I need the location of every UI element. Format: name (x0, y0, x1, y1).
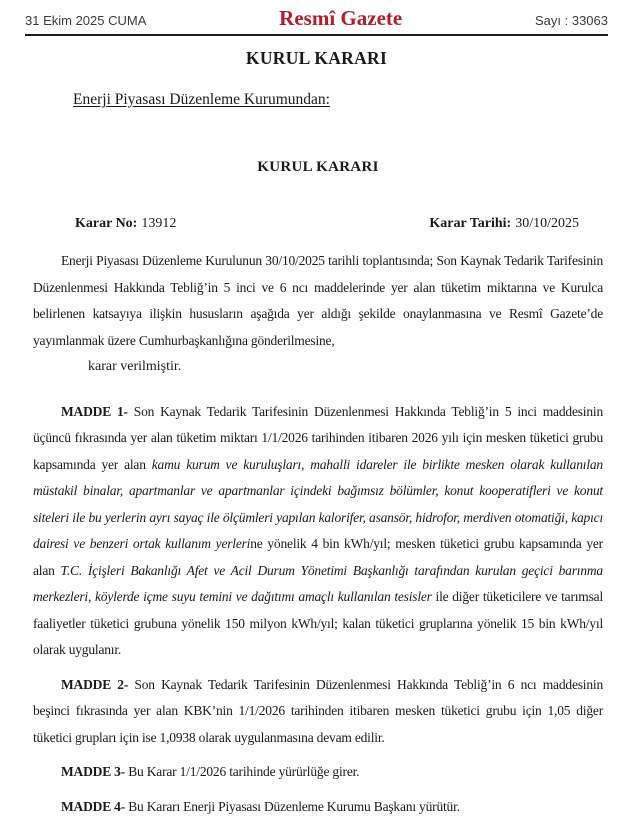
article-paragraph-madde-4: MADDE 4- Bu Kararı Enerji Piyasası Düzenleme Kurumu Başkanı yürütür. (61, 798, 460, 814)
decision-number-label: Karar No: (75, 216, 138, 231)
document-body (0, 91, 633, 830)
decision-meta-row (33, 216, 603, 232)
article-paragraph-madde-2: MADDE 2- Son Kaynak Tedarik Tarifesinin Düzenlenmesi Hakkında Tebliğ’in 6 ncı maddesinin beşinci fıkrasında yer alan KBK’nin 1/1/2026 tarihinden itibaren mesken tüketici grubu için 1,05 diğer tüketici grupları için ise 1,0938 olarak uygulanmasına devam edilir. (33, 676, 603, 745)
decision-date-label: Karar Tarihi: (429, 216, 512, 231)
gazette-masthead: Resmî Gazete (279, 6, 403, 30)
decision-date (429, 216, 579, 232)
page-title: KURUL KARARI (245, 48, 388, 68)
gazette-date: 31 Ekim 2025 CUMA (25, 13, 147, 29)
decision-date-value: 30/10/2025 (515, 216, 579, 231)
intro-paragraph: Enerji Piyasası Düzenleme Kurulunun 30/10/2025 tarihli toplantısında; Son Kaynak Tedarik Tarifesinin Düzenlenmesi Hakkında Tebliğ’in 5 inci ve 6 ncı maddelerinde yer alan tüketim miktarına ve Kurulca belirlenen katsayıya ilişkin hususların aşağıda yer aldığı şekilde onaylanmasına ve Resmî Gazete’de yayımlanmak üzere Cumhurbaşkanlığına gönderilmesine, (33, 253, 603, 348)
gazette-header (25, 0, 608, 36)
decision-number-value: 13912 (141, 216, 177, 231)
authority-heading: Enerji Piyasası Düzenleme Kurumundan: (73, 91, 330, 108)
closing-line: karar verilmiştir. (88, 359, 182, 374)
decision-title: KURUL KARARI (257, 159, 379, 175)
article-paragraph-madde-1: MADDE 1- Son Kaynak Tedarik Tarifesinin Düzenlenmesi Hakkında Tebliğ’in 5 inci maddesinin üçüncü fıkrasında yer alan tüketim miktarı 1/1/2026 tarihinden itibaren 2026 yılı için mesken tüketici grubu kapsamında yer alan kamu kurum ve kuruluşları, mahalli idareler ile birlikte mesken olarak kullanılan müstakil binalar, apartmanlar ve apartmanlar içindeki bağımsız bölümler, konut kooperatifleri ve konut siteleri ile bu yerlerin ayrı sayaç ile ölçümleri yapılan kalorifer, asansör, hidrofor, merdiven otomatiği, kapıcı dairesi ve benzeri ortak kullanım yerlerine yönelik 4 bin kWh/yıl; mesken tüketici grubu kapsamında yer alan T.C. İçişleri Bakanlığı Afet ve Acil Durum Yönetimi Başkanlığı tarafından kurulan geçici barınma merkezleri, köylerde içme suyu temini ve dağıtımı amaçlı kullanılan tesisler ile diğer tüketicilere ve tarımsal faaliyetler tüketici grubuna yönelik 150 milyon kWh/yıl; kalan tüketici gruplarına yönelik 15 bin kWh/yıl olarak uygulanır. (33, 403, 603, 657)
article-paragraph-madde-3: MADDE 3- Bu Karar 1/1/2026 tarihinde yürürlüğe girer. (61, 764, 360, 779)
decision-number (75, 216, 176, 232)
gazette-issue-number: Sayı : 33063 (534, 13, 608, 29)
